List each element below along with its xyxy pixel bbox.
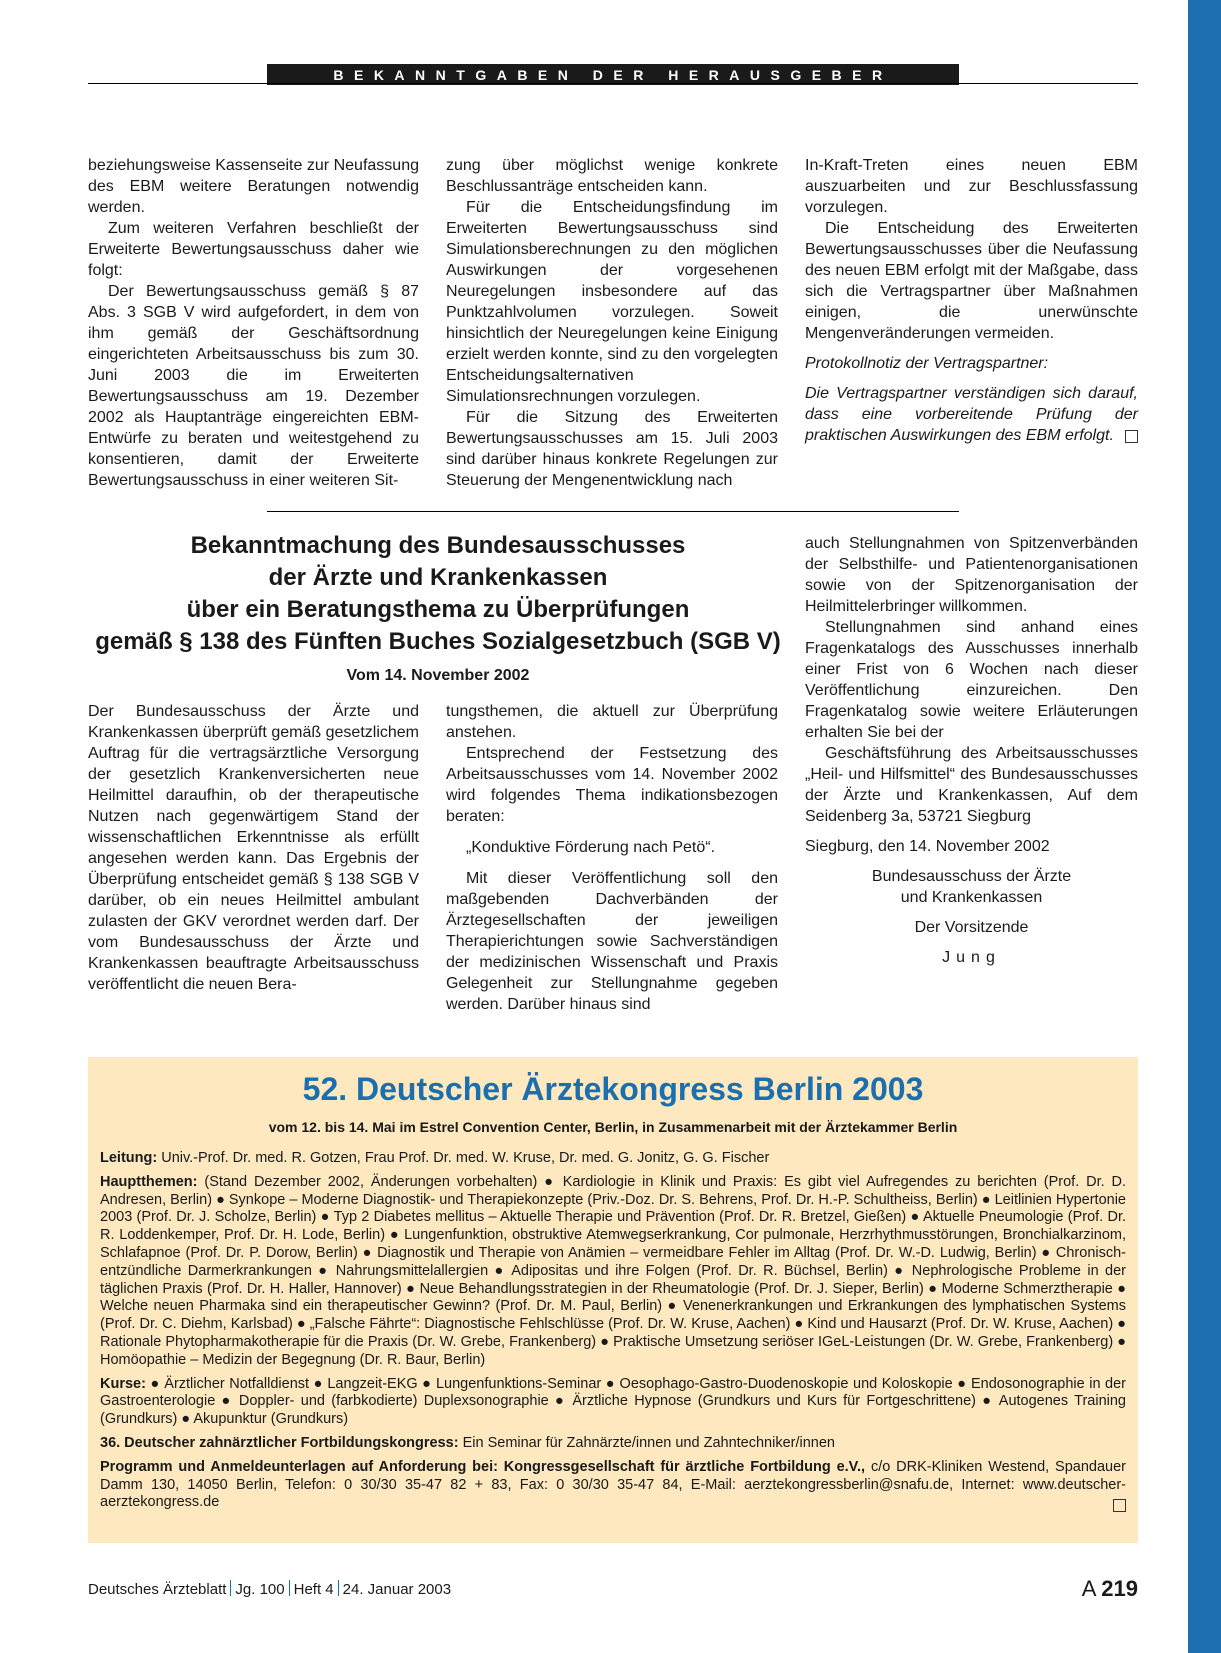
protocol-text: Die Vertragspartner verständigen sich darauf, dass eine vorbereitende Prüfung der praktischen Auswirkungen des EBM erfolgt. xyxy=(805,385,1138,444)
paragraph: Der Bewertungsausschuss gemäß § 87 Abs. 3 SGB V wird aufgefordert, in dem von ihm gemäß der Geschäftsordnung eingerichteten Arbeitsausschuss bis zum 30. Juni 2003 die im Erweiterten Bewertungsausschuss am 19. Dezember 2002 als Hauptanträge eingereichten EBM-Entwürfe zu beraten und weitestgehend zu konsentieren, damit der Erweiterte Bewertungsausschuss in einer weiteren Sit- xyxy=(88,283,419,489)
congress-zahn: 36. Deutscher zahnärztlicher Fortbildungskongress: Ein Seminar für Zahnärzte/innen und Zahntechniker/innen xyxy=(100,1434,835,1451)
article2-column-3 xyxy=(805,533,1138,968)
separator xyxy=(289,1580,290,1596)
paragraph: In-Kraft-Treten eines neuen EBM auszuarbeiten und zur Beschlussfassung vorzulegen. xyxy=(805,157,1138,216)
topic-quote: „Konduktive Förderung nach Petö“. xyxy=(466,839,716,856)
page-number-value: 219 xyxy=(1101,1576,1138,1601)
paragraph: auch Stellungnahmen von Spitzenverbänden der Selbsthilfe- und Patientenorganisationen sowie von der Spitzenorganisation der Heilmittelerbringer willkommen. xyxy=(805,535,1138,615)
congress-details xyxy=(100,1150,1126,1518)
label: Kurse: xyxy=(100,1375,146,1392)
article-date: Vom 14. November 2002 xyxy=(346,667,530,684)
separator xyxy=(338,1580,339,1596)
signature-role: Der Vorsitzende xyxy=(914,919,1029,936)
paragraph: zung über möglichst wenige konkrete Beschlussanträge entscheiden kann. xyxy=(446,157,778,195)
place-date: Siegburg, den 14. November 2002 xyxy=(805,838,1050,855)
journal-date: 24. Januar 2003 xyxy=(342,1581,452,1598)
signature-name: Jung xyxy=(942,949,1001,966)
article-title-line: über ein Beratungsthema zu Überprüfungen xyxy=(186,596,690,623)
article1-column-2 xyxy=(446,155,778,491)
label: 36. Deutscher zahnärztlicher Fortbildungskongress: xyxy=(100,1434,459,1451)
paragraph: Mit dieser Veröffentlichung soll den maßgebenden Dachverbänden der Ärztegesellschaften der jeweiligen Therapierichtungen sowie Sachverständigen der medizinischen Wissenschaft und Praxis Gelegenheit zur Stellungnahme gegeben werden. Darüber hinaus sind xyxy=(446,870,778,1013)
journal-name: Deutsches Ärzteblatt xyxy=(88,1581,227,1598)
paragraph: Die Entscheidung des Erweiterten Bewertungsausschusses über die Neufassung des neuen EBM erfolgt mit der Maßgabe, dass sich die Vertragspartner über Maßnahmen einigen, die unerwünschte Mengenveränderungen vermeiden. xyxy=(805,220,1138,342)
section-header xyxy=(267,64,959,85)
paragraph: beziehungsweise Kassenseite zur Neufassung des EBM weitere Beratungen notwendig werden. xyxy=(88,157,419,216)
congress-announcement-box xyxy=(88,1057,1138,1543)
paragraph: Geschäftsführung des Arbeitsausschusses „Heil- und Hilfsmittel“ des Bundesausschusses der Ärzte und Krankenkassen, Auf dem Seidenberg 3a, 53721 Siegburg xyxy=(805,745,1138,825)
congress-themen: Hauptthemen: (Stand Dezember 2002, Änderungen vorbehalten) ● Kardiologie in Klinik und Praxis: Es gibt viel Aufregendes zu berichten (Prof. Dr. D. Andresen, Berlin) ● Synkope – Moderne Diagnostik- und Therapiekonzepte (Priv.-Doz. Dr. S. Behrens, Prof. Dr. H.-P. Schultheiss, Berlin) ● Leitlinien Hypertonie 2003 (Prof. Dr. J. Scholze, Berlin) ● Typ 2 Diabetes mellitus – Aktuelle Therapie und Prävention (Prof. Dr. R. Bretzel, Gießen) ● Aktuelle Pneumologie (Prof. Dr. R. Loddenkemper, Prof. Dr. H. Lode, Berlin) ● Lungenfunktion, obstruktive Atemwegserkrankung, Cor pulmonale, Herzrhythmusstörungen, Bronchialkarzinom, Schlafapnoe (Prof. Dr. P. Dorow, Berlin) ● Diagnostik und Therapie von Anämien – vermeidbare Fehler im Alltag (Prof. Dr. W.-D. Ludwig, Berlin) ● Chronisch-entzündliche Darmerkrankungen ● Nahrungsmittelallergien ● Adipositas und ihre Folgen (Prof. Dr. R. Büchsel, Berlin) ● Nephrologische Probleme in der täglichen Praxis (Prof. Dr. H. Haller, Hannover) ● Neue Behandlungsstrategien in der Rheumatologie (Prof. Dr. J. Sieper, Berlin) ● Moderne Schmerztherapie ● Welche neuen Pharmaka sind ein therapeutischer Gewinn? (Prof. Dr. M. Paul, Berlin) ● Venenerkrankungen und Erkrankungen des lymphatischen Systems (Prof. Dr. C. Diehm, Karlsbad) ● „Falsche Fährte“: Diagnostische Fehlschlüsse (Prof. Dr. W. Kruse, Aachen) ● Kind und Hausarzt (Prof. Dr. W. Kruse, Aachen) ● Rationale Phytopharmakotherapie für die Praxis (Dr. W. Grebe, Frankenberg) ● Praktische Umsetzung seriöser IGeL-Leistungen (Dr. W. Grebe, Frankenberg) ● Homöopathie – Medizin der Begegnung (Dr. R. Baur, Berlin) xyxy=(100,1173,1126,1368)
paragraph: Stellungnahmen sind anhand eines Fragenkatalogs des Ausschusses innerhalb einer Frist von 6 Wochen nach dieser Veröffentlichung einzureichen. Den Fragenkatalog sowie weitere Erläuterungen erhalten Sie bei der xyxy=(805,619,1138,741)
label: Programm und Anmeldeunterlagen auf Anforderung bei: Kongressgesellschaft für ärztliche Fortbildung e.V., xyxy=(100,1458,866,1475)
congress-leitung: Leitung: Univ.-Prof. Dr. med. R. Gotzen, Frau Prof. Dr. med. W. Kruse, Dr. med. G. Jonitz, G. G. Fischer xyxy=(100,1150,770,1166)
footer-citation xyxy=(88,1580,451,1600)
edge-color-bar xyxy=(1188,0,1221,1653)
article1-column-1 xyxy=(88,155,419,491)
article2-column-1 xyxy=(88,701,419,995)
paragraph: tungsthemen, die aktuell zur Überprüfung anstehen. xyxy=(446,703,778,741)
congress-subtitle: vom 12. bis 14. Mai im Estrel Convention Center, Berlin, in Zusammenarbeit mit der Ärztekammer Berlin xyxy=(268,1119,958,1135)
congress-title: 52. Deutscher Ärztekongress Berlin 2003 xyxy=(302,1071,924,1107)
label: Leitung: xyxy=(100,1150,158,1166)
section-divider xyxy=(267,511,959,512)
congress-kurse: Kurse: ● Ärztlicher Notfalldienst ● Langzeit-EKG ● Lungenfunktions-Seminar ● Oesophago-Gastro-Duodenoskopie und Koloskopie ● Endosonographie in der Gastroenterologie ● Doppler- und (farbkodierte) Duplexsonographie ● Ärztliche Hypnose (Grundkurs und Kurs für Fortgeschrittene) ● Autogenes Training (Grundkurs) ● Akupunktur (Grundkurs) xyxy=(100,1375,1126,1428)
header-rule xyxy=(88,83,1138,84)
article-title-line: der Ärzte und Krankenkassen xyxy=(268,564,608,591)
journal-volume: Jg. 100 xyxy=(235,1581,285,1598)
paragraph: Zum weiteren Verfahren beschließt der Erweiterte Bewertungsausschuss daher wie folgt: xyxy=(88,220,419,279)
journal-issue: Heft 4 xyxy=(293,1581,334,1598)
paragraph: Für die Sitzung des Erweiterten Bewertungsausschusses am 15. Juli 2003 sind darüber hinaus konkrete Regelungen zur Steuerung der Mengenentwicklung nach xyxy=(446,409,778,489)
article2-column-2 xyxy=(446,701,778,1015)
article2-title-block xyxy=(88,530,788,687)
separator xyxy=(230,1580,231,1596)
signature-organization: Bundesausschuss der Ärzte xyxy=(871,868,1072,885)
protocol-heading: Protokollnotiz der Vertragspartner: xyxy=(805,355,1049,372)
congress-programm: Programm und Anmeldeunterlagen auf Anforderung bei: Kongressgesellschaft für ärztliche Fortbildung e.V., c/o DRK-Kliniken Westend, Spandauer Damm 130, 14050 Berlin, Telefon: 0 30/30 35-47 82 + 83, Fax: 0 30/30 35-47 84, E-Mail: aerztekongressberlin@snafu.de, Internet: www.deutscher-aerztekongress.de xyxy=(100,1458,1126,1511)
paragraph: Entsprechend der Festsetzung des Arbeitsausschusses vom 14. November 2002 wird folgendes Thema indikationsbezogen beraten: xyxy=(446,745,778,825)
article-title-line: gemäß § 138 des Fünften Buches Sozialgesetzbuch (SGB V) xyxy=(95,628,781,655)
label: Hauptthemen: xyxy=(100,1173,198,1190)
section-header-label: BEKANNTGABEN DER HERAUSGEBER xyxy=(333,66,893,83)
paragraph: Der Bundesausschuss der Ärzte und Krankenkassen überprüft gemäß gesetzlichem Auftrag für die vertragsärztliche Versorgung der gesetzlich Krankenversicherten neue Heilmittel daraufhin, ob der therapeutische Nutzen nach gegenwärtigem Stand der wissenschaftlichen Erkenntnisse als erfüllt angesehen werden kann. Das Ergebnis der Überprüfung entscheidet gemäß § 138 SGB V darüber, ob ein neues Heilmittel ambulant zulasten der GKV verordnet werden darf. Der vom Bundesausschuss der Ärzte und Krankenkassen beauftragte Arbeitsausschuss veröffentlicht die neuen Bera- xyxy=(88,703,419,993)
page-number xyxy=(1050,1576,1138,1602)
end-mark-icon xyxy=(1125,430,1138,443)
end-mark-icon xyxy=(1113,1499,1126,1512)
page-prefix: A xyxy=(1081,1576,1096,1601)
article1-column-3 xyxy=(805,155,1138,446)
article-title-line: Bekanntmachung des Bundesausschusses xyxy=(190,532,686,559)
signature-organization: und Krankenkassen xyxy=(900,889,1043,906)
paragraph: Für die Entscheidungsfindung im Erweiterten Bewertungsausschuss sind Simulationsberechnungen zu den möglichen Auswirkungen der vorgesehenen Neuregelungen insbesondere auf das Punktzahlvolumen vorzulegen. Soweit hinsichtlich der Neuregelungen keine Einigung erzielt werden konnte, sind zu den vorgelegten Entscheidungsalternativen Simulationsrechnungen vorzulegen. xyxy=(446,199,778,405)
